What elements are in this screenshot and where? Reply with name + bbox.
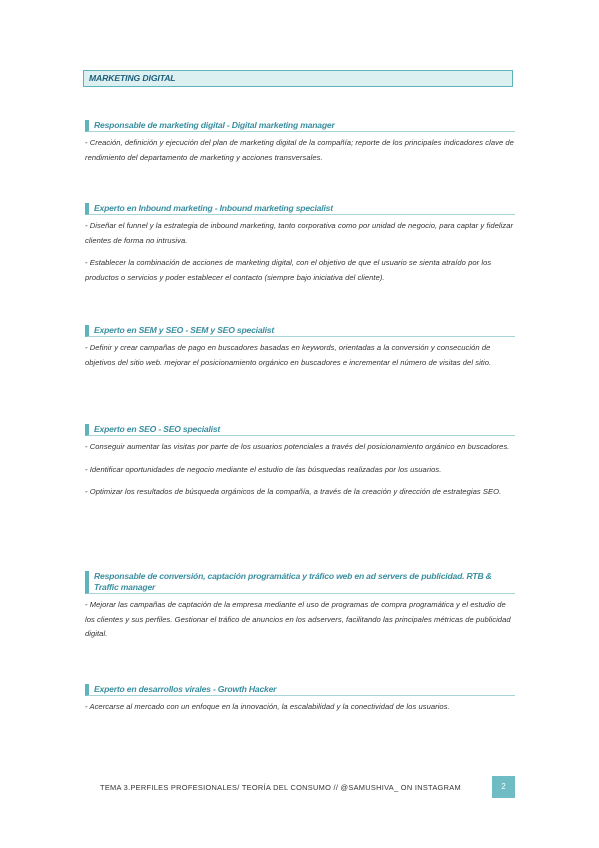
section-digital-marketing-manager [85, 120, 515, 173]
section-heading: Experto en SEM y SEO - SEM y SEO specialist [85, 325, 515, 337]
section-growth-hacker [85, 684, 515, 723]
section-inbound-marketing-specialist [85, 203, 515, 293]
section-paragraph: - Definir y crear campañas de pago en buscadores basadas en keywords, orientadas a la conversión y consecución de objetivos del sitio web. mejorar el posicionamiento orgánico en buscadores e incrementar el número de visitas del sitio. [85, 343, 492, 367]
section-paragraph: - Conseguir aumentar las visitas por parte de los usuarios potenciales a través del posicionamiento orgánico en buscadores. [85, 442, 510, 451]
section-paragraph: - Mejorar las campañas de captación de la empresa mediante el uso de programas de compra programática y el estudio de los clientes y sus perfiles. Gestionar el tráfico de anuncios en los adservers, facilitando las principales métricas de publicidad digital. [85, 600, 511, 638]
section-seo-specialist [85, 424, 515, 508]
footer-text: TEMA 3.PERFILES PROFESIONALES/ TEORÍA DEL CONSUMO // @SAMUSHIVA_ ON INSTAGRAM [100, 783, 461, 792]
section-paragraph: - Identificar oportunidades de negocio mediante el estudio de las búsquedas realizadas por los usuarios. [85, 464, 442, 474]
section-heading: Experto en SEO - SEO specialist [85, 424, 515, 436]
section-rtb-traffic-manager [85, 571, 515, 650]
page-title: MARKETING DIGITAL [83, 70, 513, 87]
section-sem-seo-specialist [85, 325, 515, 378]
section-heading: Responsable de conversión, captación programática y tráfico web en ad servers de publicidad. RTB & Traffic manager [85, 571, 515, 594]
section-paragraph: - Diseñar el funnel y la estrategia de inbound marketing, tanto corporativa como por unidad de negocio, para captar y fidelizar clientes de forma no intrusiva. [85, 221, 514, 245]
section-paragraph: - Acercarse al mercado con un enfoque en la innovación, la escalabilidad y la conectividad de los usuarios. [85, 702, 450, 711]
page-number: 2 [492, 776, 515, 798]
section-heading: Experto en desarrollos virales - Growth Hacker [85, 684, 515, 696]
section-heading: Responsable de marketing digital - Digital marketing manager [85, 120, 515, 132]
section-heading: Experto en Inbound marketing - Inbound marketing specialist [85, 203, 515, 215]
section-paragraph: - Establecer la combinación de acciones de marketing digital, con el objetivo de que el usuario se sienta atraído por los productos o servicios y poder establecer el contacto (siempre bajo iniciativa del cliente). [85, 258, 492, 282]
section-paragraph: - Optimizar los resultados de búsqueda orgánicos de la compañía, a través de la creación y dirección de estrategias SEO. [85, 487, 502, 496]
section-paragraph: - Creación, definición y ejecución del plan de marketing digital de la compañía; reporte de los principales indicadores clave de rendimiento del departamento de marketing y acciones transversales. [85, 138, 514, 162]
